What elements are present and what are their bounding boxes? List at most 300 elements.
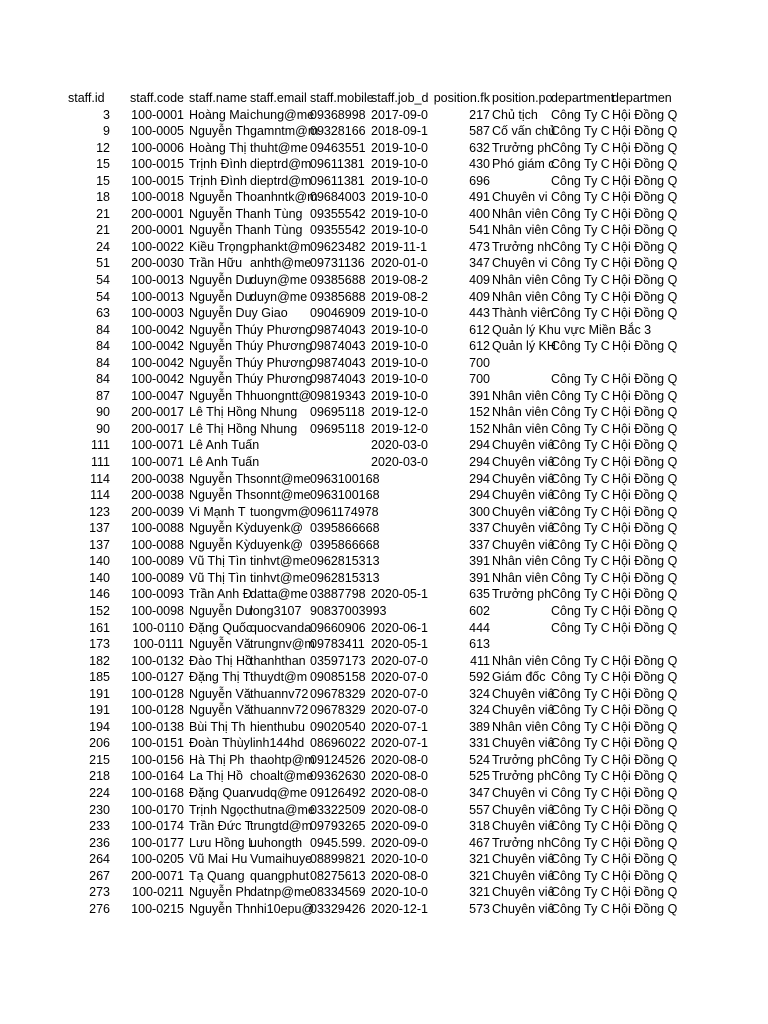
table-cell[interactable]: Nguyễn Ph — [189, 885, 251, 900]
table-cell[interactable]: Hội Đồng Q — [612, 239, 678, 254]
table-cell[interactable]: 2020-01-0 — [371, 256, 428, 271]
table-cell[interactable] — [250, 421, 310, 438]
table-cell[interactable]: thuannv72 — [250, 686, 309, 701]
table-cell[interactable]: Hội Đồng Q — [612, 455, 678, 470]
table-cell[interactable]: 161 — [89, 620, 110, 635]
table-cell[interactable]: Nhân viên — [492, 421, 549, 436]
table-cell[interactable]: 09085158 — [310, 670, 366, 685]
table-cell[interactable]: 473 — [469, 239, 490, 254]
table-cell[interactable]: Hội Đồng Q — [612, 289, 678, 304]
table-cell[interactable]: 09874043 — [310, 322, 366, 337]
table-cell[interactable]: Công Ty C — [551, 769, 610, 784]
table-cell[interactable]: thutna@me — [250, 802, 315, 817]
table-cell[interactable]: 100-0164 — [131, 769, 184, 784]
table-cell[interactable]: Lưu Hồng L — [189, 835, 256, 850]
column-header[interactable]: staff.code — [130, 91, 184, 105]
table-cell[interactable]: Chuyên viê — [492, 537, 555, 552]
table-cell[interactable]: Nguyễn Dư — [189, 273, 253, 288]
table-cell[interactable]: Giám đốc — [492, 670, 546, 685]
table-cell[interactable]: 318 — [469, 819, 490, 834]
table-cell[interactable]: Công Ty C — [551, 785, 610, 800]
table-cell[interactable]: Công Ty C — [551, 670, 610, 685]
table-cell[interactable]: Chủ tịch — [492, 107, 538, 122]
table-cell[interactable]: 409 — [469, 289, 490, 304]
table-cell[interactable]: 700 — [469, 355, 490, 370]
table-cell[interactable]: 09020540 — [310, 719, 366, 734]
table-cell[interactable]: Nguyễn Kỳ — [189, 537, 251, 552]
table-cell[interactable]: Trưởng nh — [492, 239, 552, 254]
table-cell[interactable]: Hội Đồng Q — [612, 206, 678, 221]
table-cell[interactable]: datta@me — [250, 587, 308, 602]
table-cell[interactable]: 09874043 — [310, 355, 366, 370]
table-cell[interactable]: 100-0042 — [131, 372, 184, 387]
table-cell[interactable]: 100-0151 — [131, 736, 184, 751]
table-cell[interactable]: 443 — [469, 306, 490, 321]
table-cell[interactable]: 0963100168 — [310, 488, 380, 503]
table-cell[interactable]: Hội Đồng Q — [612, 769, 678, 784]
table-cell[interactable]: Hội Đồng Q — [612, 223, 678, 238]
table-cell[interactable]: quocvanda — [250, 620, 312, 635]
table-cell[interactable]: 347 — [469, 256, 490, 271]
table-cell[interactable]: Công Ty C — [551, 802, 610, 817]
table-cell[interactable]: Đặng Quan — [189, 785, 253, 800]
table-cell[interactable]: 2020-07-0 — [371, 703, 428, 718]
table-cell[interactable]: 84 — [96, 322, 110, 337]
table-cell[interactable]: Trần Hữu — [189, 256, 243, 271]
table-cell[interactable]: Chuyên viê — [492, 819, 555, 834]
column-header[interactable]: position.po — [492, 91, 553, 105]
table-cell[interactable]: Công Ty C — [551, 901, 610, 916]
table-cell[interactable] — [250, 222, 310, 239]
table-cell[interactable]: 100-0089 — [131, 554, 184, 569]
table-cell[interactable] — [492, 371, 551, 388]
table-cell[interactable]: 233 — [89, 819, 110, 834]
table-cell[interactable]: Bùi Thị Th — [189, 719, 246, 734]
table-cell[interactable]: 264 — [89, 852, 110, 867]
table-cell[interactable]: 100-0170 — [131, 802, 184, 817]
table-cell[interactable]: Công Ty C — [551, 686, 610, 701]
table-cell[interactable]: Cố vấn chủ — [492, 124, 556, 139]
table-cell[interactable]: Công Ty C — [551, 273, 610, 288]
table-cell[interactable]: Nhân viên — [492, 273, 549, 288]
table-cell[interactable]: 140 — [89, 554, 110, 569]
table-cell[interactable]: Chuyên viê — [492, 901, 555, 916]
table-cell[interactable]: linh144hd — [250, 736, 305, 751]
table-cell[interactable]: 321 — [469, 885, 490, 900]
table-cell[interactable] — [250, 338, 310, 355]
column-header[interactable]: position.fk — [433, 91, 490, 105]
table-cell[interactable]: 100-0015 — [131, 173, 184, 188]
table-cell[interactable]: 200-0038 — [131, 471, 184, 486]
table-cell[interactable]: Chuyên vi — [492, 785, 548, 800]
column-header[interactable]: staff.email — [250, 91, 307, 105]
table-cell[interactable]: Công Ty C — [551, 256, 610, 271]
table-cell[interactable]: Công Ty C — [551, 206, 610, 221]
table-cell[interactable]: Hội Đồng Q — [612, 438, 678, 453]
table-cell[interactable]: 200-0071 — [131, 868, 184, 883]
table-cell[interactable]: Hội Đồng Q — [612, 107, 678, 122]
table-cell[interactable]: 0945.599. — [310, 835, 366, 850]
table-cell[interactable]: 114 — [90, 488, 110, 503]
table-cell[interactable]: phankt@m — [250, 239, 311, 254]
table-cell[interactable]: vudq@me — [250, 785, 308, 800]
table-cell[interactable]: Nguyễn Th — [189, 190, 250, 205]
table-cell[interactable]: 200-0001 — [131, 223, 184, 238]
table-cell[interactable]: Hội Đồng Q — [612, 388, 678, 403]
table-cell[interactable]: 411 — [470, 653, 490, 668]
table-cell[interactable]: Kiều Trọng — [189, 239, 250, 254]
table-cell[interactable]: Công Ty C — [551, 223, 610, 238]
table-cell[interactable] — [551, 355, 612, 372]
table-cell[interactable]: 09874043 — [310, 372, 366, 387]
table-cell[interactable]: 09385688 — [310, 273, 366, 288]
table-cell[interactable]: uuhongth — [250, 835, 303, 850]
table-cell[interactable] — [250, 305, 310, 322]
table-cell[interactable]: 321 — [469, 852, 490, 867]
table-cell[interactable]: Công Ty C — [551, 339, 610, 354]
table-cell[interactable]: 2020-08-0 — [371, 802, 428, 817]
table-cell[interactable]: 2019-10-0 — [371, 306, 428, 321]
table-cell[interactable]: Nhân viên — [492, 289, 549, 304]
table-cell[interactable]: 09623482 — [310, 239, 366, 254]
table-cell[interactable]: 100-0005 — [131, 124, 184, 139]
table-cell[interactable]: Hội Đồng Q — [612, 885, 678, 900]
table-cell[interactable]: 2019-10-0 — [371, 206, 428, 221]
table-cell[interactable]: 635 — [469, 587, 490, 602]
table-cell[interactable]: Nguyễn Th — [189, 471, 250, 486]
table-cell[interactable]: 444 — [469, 620, 490, 635]
table-cell[interactable]: trungtd@m — [250, 819, 313, 834]
table-cell[interactable]: 2019-10-0 — [371, 372, 428, 387]
table-cell[interactable]: 100-0174 — [131, 819, 184, 834]
table-cell[interactable]: Nhân viên — [492, 206, 549, 221]
table-cell[interactable]: 09695118 — [310, 405, 365, 420]
table-cell[interactable] — [250, 437, 310, 454]
table-cell[interactable]: Hội Đồng Q — [612, 405, 678, 420]
table-cell[interactable]: 15 — [96, 173, 110, 188]
table-cell[interactable]: 100-0013 — [131, 289, 184, 304]
table-cell[interactable]: Công Ty C — [551, 819, 610, 834]
table-cell[interactable]: 54 — [96, 273, 110, 288]
table-cell[interactable]: Công Ty C — [551, 488, 610, 503]
table-cell[interactable]: duyn@me — [250, 289, 308, 304]
table-cell[interactable] — [371, 504, 431, 521]
table-cell[interactable]: 09783411 — [310, 637, 365, 652]
table-cell[interactable]: Đặng Thị T — [189, 670, 251, 685]
table-cell[interactable]: Hội Đồng Q — [612, 190, 678, 205]
table-cell[interactable]: 218 — [89, 769, 110, 784]
table-cell[interactable]: 84 — [96, 355, 110, 370]
table-cell[interactable]: Chuyên viê — [492, 885, 555, 900]
table-cell[interactable]: 324 — [469, 703, 490, 718]
table-cell[interactable]: oanhntk@m — [250, 190, 318, 205]
table-cell[interactable]: thuydt@m — [250, 670, 308, 685]
table-cell[interactable] — [310, 437, 371, 454]
table-cell[interactable]: Công Ty C — [551, 554, 610, 569]
table-cell[interactable]: Hội Đồng Q — [612, 802, 678, 817]
table-cell[interactable]: Công Ty C — [551, 719, 610, 734]
table-cell[interactable]: 700 — [469, 372, 490, 387]
table-cell[interactable]: Chuyên viê — [492, 471, 555, 486]
table-cell[interactable]: Công Ty C — [551, 455, 610, 470]
table-cell[interactable]: Hội Đồng Q — [612, 554, 678, 569]
table-cell[interactable]: Hội Đồng Q — [612, 901, 678, 916]
table-cell[interactable]: Hội Đồng Q — [612, 653, 678, 668]
table-cell[interactable]: Công Ty C — [551, 421, 610, 436]
table-cell[interactable]: 111 — [90, 455, 110, 470]
table-cell[interactable]: Công Ty C — [551, 289, 610, 304]
table-cell[interactable]: 2020-05-1 — [371, 587, 428, 602]
table-cell[interactable]: Vũ Thị Tìn — [189, 570, 247, 585]
table-cell[interactable]: Hội Đồng Q — [612, 537, 678, 552]
table-cell[interactable]: Nguyễn Kỳ — [189, 521, 251, 536]
table-cell[interactable]: Thành viên — [492, 306, 554, 321]
table-cell[interactable]: chung@me — [250, 107, 315, 122]
table-cell[interactable]: Nguyễn Th — [189, 488, 250, 503]
table-cell[interactable]: Hoàng Mai — [189, 107, 250, 122]
table-cell[interactable] — [371, 553, 431, 570]
table-cell[interactable]: Nguyễn Th — [189, 901, 250, 916]
table-cell[interactable] — [612, 355, 673, 372]
table-cell[interactable]: 100-0205 — [131, 852, 184, 867]
table-cell[interactable]: Hội Đồng Q — [612, 620, 678, 635]
table-cell[interactable]: Chuyên viê — [492, 686, 555, 701]
table-cell[interactable] — [250, 454, 310, 471]
table-cell[interactable]: 321 — [469, 868, 490, 883]
table-cell[interactable]: 200-0017 — [131, 405, 184, 420]
table-cell[interactable] — [250, 322, 310, 339]
table-cell[interactable]: 100-0013 — [131, 273, 184, 288]
table-cell[interactable]: 90837003993 — [310, 603, 387, 618]
table-cell[interactable]: 2020-07-0 — [371, 686, 428, 701]
table-cell[interactable]: Hội Đồng Q — [612, 868, 678, 883]
table-cell[interactable]: 100-0006 — [131, 140, 184, 155]
table-cell[interactable]: Trưởng ph — [492, 587, 552, 602]
table-cell[interactable]: 2020-09-0 — [371, 835, 428, 850]
table-cell[interactable]: Trưởng ph — [492, 752, 552, 767]
table-cell[interactable]: 2020-08-0 — [371, 785, 428, 800]
table-cell[interactable]: 0963100168 — [310, 471, 380, 486]
table-cell[interactable]: Hội Đồng Q — [612, 686, 678, 701]
table-cell[interactable]: Hội Đồng Q — [612, 587, 678, 602]
table-cell[interactable]: Công Ty C — [551, 157, 610, 172]
table-cell[interactable]: Công Ty C — [551, 835, 610, 850]
table-cell[interactable]: Công Ty C — [551, 752, 610, 767]
table-cell[interactable]: Chuyên viê — [492, 488, 555, 503]
table-cell[interactable]: 573 — [469, 901, 490, 916]
table-cell[interactable]: Trưởng ph — [492, 140, 552, 155]
table-cell[interactable] — [371, 520, 431, 537]
table-cell[interactable]: 612 — [469, 322, 490, 337]
table-cell[interactable]: Nhân viên — [492, 554, 549, 569]
table-cell[interactable]: 2020-07-1 — [371, 719, 428, 734]
table-cell[interactable]: 54 — [96, 289, 110, 304]
table-cell[interactable]: Hội Đồng Q — [612, 140, 678, 155]
table-cell[interactable]: tinhvt@me — [250, 570, 310, 585]
table-cell[interactable]: 137 — [89, 537, 110, 552]
table-cell[interactable]: 391 — [469, 554, 490, 569]
table-cell[interactable]: 15 — [96, 157, 110, 172]
table-cell[interactable]: 2020-07-0 — [371, 653, 428, 668]
table-cell[interactable]: 100-0042 — [131, 322, 184, 337]
table-cell[interactable]: gamntm@m — [250, 124, 319, 139]
table-cell[interactable]: 84 — [96, 372, 110, 387]
table-cell[interactable]: Công Ty C — [551, 306, 610, 321]
table-cell[interactable]: Công Ty C — [551, 570, 610, 585]
table-cell[interactable]: Công Ty C — [551, 587, 610, 602]
table-cell[interactable]: Hội Đồng Q — [612, 521, 678, 536]
table-cell[interactable]: 09731136 — [310, 256, 365, 271]
table-cell[interactable] — [371, 537, 431, 554]
table-cell[interactable]: 191 — [89, 686, 110, 701]
table-cell[interactable]: 12 — [96, 140, 110, 155]
table-cell[interactable]: 09385688 — [310, 289, 366, 304]
table-cell[interactable]: 100-0015 — [131, 157, 184, 172]
table-cell[interactable]: Hội Đồng Q — [612, 372, 678, 387]
table-cell[interactable]: 2019-12-0 — [371, 421, 428, 436]
table-cell[interactable]: 09684003 — [310, 190, 366, 205]
table-cell[interactable]: 09874043 — [310, 339, 366, 354]
table-cell[interactable]: 09046909 — [310, 306, 366, 321]
table-cell[interactable]: sonnt@me — [250, 488, 311, 503]
table-cell[interactable]: 200-0001 — [131, 206, 184, 221]
table-cell[interactable]: 100-0089 — [131, 570, 184, 585]
table-cell[interactable]: Chuyên viê — [492, 455, 555, 470]
table-cell[interactable]: 0395866668 — [310, 521, 380, 536]
table-cell[interactable]: 294 — [469, 438, 490, 453]
table-cell[interactable]: 100-0088 — [131, 521, 184, 536]
table-cell[interactable]: 111 — [90, 438, 110, 453]
table-cell[interactable]: 2019-12-0 — [371, 405, 428, 420]
column-header[interactable]: department — [551, 91, 615, 105]
table-cell[interactable]: 87 — [96, 388, 110, 403]
table-cell[interactable]: Nguyễn Dư — [189, 289, 253, 304]
table-cell[interactable]: 632 — [469, 140, 490, 155]
table-cell[interactable]: 100-0088 — [131, 537, 184, 552]
table-cell[interactable]: sonnt@me — [250, 471, 311, 486]
table-cell[interactable]: Chuyên viê — [492, 868, 555, 883]
table-cell[interactable]: 03322509 — [310, 802, 366, 817]
column-header[interactable]: staff.job_d — [371, 91, 429, 105]
table-cell[interactable]: Công Ty C — [551, 140, 610, 155]
table-cell[interactable]: 389 — [469, 719, 490, 734]
table-cell[interactable]: 03887798 — [310, 587, 366, 602]
table-cell[interactable]: 300 — [469, 504, 490, 519]
table-cell[interactable]: 152 — [469, 421, 490, 436]
table-cell[interactable]: thuht@me — [250, 140, 308, 155]
table-cell[interactable]: 276 — [89, 901, 110, 916]
column-header[interactable]: departmen — [612, 91, 672, 105]
table-cell[interactable]: 2020-03-0 — [371, 438, 428, 453]
table-cell[interactable]: 146 — [89, 587, 110, 602]
table-cell[interactable]: Trịnh Đình — [189, 173, 247, 188]
table-cell[interactable]: Hội Đồng Q — [612, 719, 678, 734]
table-cell[interactable] — [371, 487, 431, 504]
table-cell[interactable]: Công Ty C — [551, 852, 610, 867]
table-cell[interactable]: tinhvt@me — [250, 554, 310, 569]
table-cell[interactable]: 524 — [469, 752, 490, 767]
table-cell[interactable]: Công Ty C — [551, 239, 610, 254]
table-cell[interactable]: 294 — [469, 455, 490, 470]
table-cell[interactable]: 84 — [96, 339, 110, 354]
table-cell[interactable]: Công Ty C — [551, 603, 610, 618]
table-cell[interactable]: 400 — [469, 206, 490, 221]
table-cell[interactable]: Hội Đồng Q — [612, 835, 678, 850]
table-cell[interactable]: 696 — [469, 173, 490, 188]
table-cell[interactable]: Lê Thị Hồng Nhung — [189, 421, 298, 436]
table-cell[interactable]: 100-0001 — [131, 107, 184, 122]
table-cell[interactable]: 2020-09-0 — [371, 819, 428, 834]
table-cell[interactable]: 182 — [89, 653, 110, 668]
table-cell[interactable]: 200-0039 — [131, 504, 184, 519]
table-cell[interactable]: Vũ Thị Tìn — [189, 554, 247, 569]
table-cell[interactable]: 09819343 — [310, 388, 366, 403]
table-cell[interactable]: 592 — [469, 670, 490, 685]
table-cell[interactable]: Hội Đồng Q — [612, 488, 678, 503]
table-cell[interactable]: 100-0127 — [131, 670, 184, 685]
table-cell[interactable]: 03329426 — [310, 901, 366, 916]
table-cell[interactable]: 191 — [89, 703, 110, 718]
table-cell[interactable]: Công Ty C — [551, 504, 610, 519]
table-cell[interactable]: Hội Đồng Q — [612, 273, 678, 288]
table-cell[interactable] — [310, 454, 371, 471]
table-cell[interactable]: Nguyễn Thúy Phương — [189, 372, 313, 387]
table-cell[interactable]: trungnv@m — [250, 637, 315, 652]
table-cell[interactable]: 08334569 — [310, 885, 366, 900]
table-cell[interactable]: 2019-10-0 — [371, 355, 428, 370]
table-cell[interactable]: Chuyên viê — [492, 736, 555, 751]
table-cell[interactable]: 613 — [469, 637, 490, 652]
table-cell[interactable]: 21 — [96, 206, 110, 221]
table-cell[interactable]: 200-0017 — [131, 421, 184, 436]
table-cell[interactable]: 2019-08-2 — [371, 273, 428, 288]
table-cell[interactable]: choalt@me — [250, 769, 314, 784]
table-cell[interactable]: duyn@me — [250, 273, 308, 288]
table-cell[interactable] — [371, 603, 431, 620]
table-cell[interactable]: 09355542 — [310, 223, 366, 238]
table-cell[interactable]: dieptrd@m — [250, 157, 312, 172]
table-cell[interactable]: huongntt@ — [250, 388, 312, 403]
table-cell[interactable]: thuannv72 — [250, 703, 309, 718]
table-cell[interactable]: Hội Đồng Q — [612, 570, 678, 585]
table-cell[interactable]: Trưởng nh — [492, 835, 552, 850]
table-cell[interactable]: Hội Đồng Q — [612, 124, 678, 139]
table-cell[interactable]: 2019-10-0 — [371, 223, 428, 238]
table-cell[interactable]: 09362630 — [310, 769, 366, 784]
table-cell[interactable]: Hoàng Thị — [189, 140, 247, 155]
table-cell[interactable]: Công Ty C — [551, 521, 610, 536]
table-cell[interactable]: 2019-10-0 — [371, 322, 428, 337]
table-cell[interactable]: thanhthan — [250, 653, 306, 668]
table-cell[interactable]: 273 — [89, 885, 110, 900]
table-cell[interactable]: 587 — [469, 124, 490, 139]
table-cell[interactable]: 217 — [469, 107, 490, 122]
table-cell[interactable]: Hội Đồng Q — [612, 752, 678, 767]
table-cell[interactable]: Lê Anh Tuấn — [189, 455, 260, 470]
table-cell[interactable]: Nhân viên — [492, 388, 549, 403]
table-cell[interactable]: 2018-09-1 — [371, 124, 428, 139]
table-cell[interactable]: Vũ Mai Hu — [189, 852, 248, 867]
table-cell[interactable]: Công Ty C — [551, 620, 610, 635]
table-cell[interactable]: 200-0038 — [131, 488, 184, 503]
table-cell[interactable]: 18 — [96, 190, 110, 205]
table-cell[interactable]: 224 — [89, 785, 110, 800]
table-cell[interactable]: 09126492 — [310, 785, 366, 800]
table-cell[interactable]: 467 — [469, 835, 490, 850]
table-cell[interactable]: 430 — [469, 157, 490, 172]
table-cell[interactable] — [612, 322, 673, 339]
table-cell[interactable]: thaohtp@m — [250, 752, 315, 767]
